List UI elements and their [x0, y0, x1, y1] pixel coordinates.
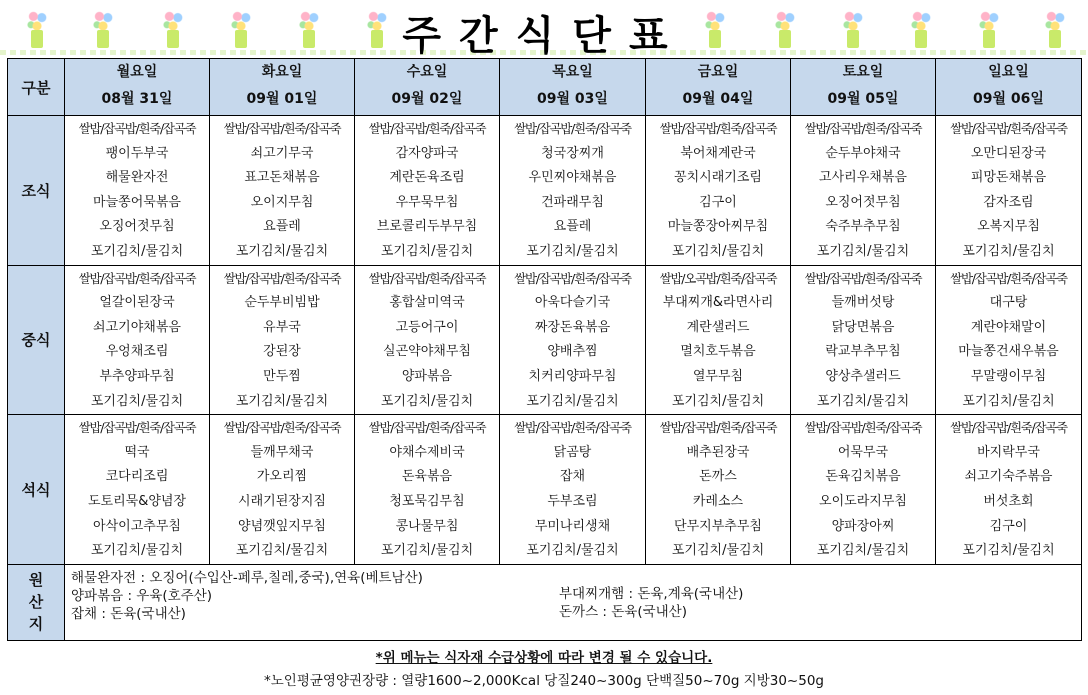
- menu-item: 쇠고기무국: [250, 145, 314, 161]
- menu-item: 꽁치시래기조림: [674, 170, 762, 186]
- menu-item: 포기김치/물김치: [671, 243, 765, 259]
- menu-cell: [646, 116, 791, 266]
- menu-item: 요플레: [553, 219, 592, 235]
- menu-item: 포기김치/물김치: [235, 543, 329, 559]
- menu-item: 계란샐러드: [686, 319, 750, 335]
- meal-label: 중식: [8, 265, 65, 415]
- menu-item: 쌀밥/잡곡밥/흰죽/잡곡죽: [659, 420, 777, 436]
- menu-item: 순두부야채국: [825, 145, 901, 161]
- menu-cell: [936, 116, 1082, 266]
- menu-item: 숙주부추무침: [825, 219, 901, 235]
- menu-cell: [65, 116, 210, 266]
- day-header-fri: [646, 59, 791, 116]
- menu-item: 어묵무국: [837, 444, 889, 460]
- origin-label-char: 지: [28, 615, 44, 634]
- menu-item: 우무묵무침: [395, 194, 459, 210]
- menu-item: 떡국: [124, 444, 150, 460]
- menu-item: 대구탕: [989, 295, 1028, 311]
- menu-cell: [355, 415, 500, 565]
- menu-item: 부대찌개&라면사리: [662, 295, 774, 311]
- menu-item: 오이지무침: [250, 194, 314, 210]
- menu-item: 치커리양파무침: [528, 368, 617, 384]
- origin-entry: 해물완자전 : 오징어(수입산-페루,칠레,중국),연육(베트남산): [71, 569, 423, 586]
- menu-cell: [210, 265, 355, 415]
- menu-item: 오징어젓무침: [825, 194, 901, 210]
- date-label: 09월 04일: [682, 91, 754, 107]
- menu-item: 포기김치/물김치: [235, 393, 329, 409]
- menu-item: 브로콜리두부무침: [376, 219, 478, 235]
- origin-label: [8, 564, 65, 640]
- menu-item: 포기김치/물김치: [816, 393, 910, 409]
- weekday-label: 금요일: [697, 64, 739, 80]
- meal-row-lunch: [8, 265, 1082, 415]
- day-header-mon: [65, 59, 210, 116]
- menu-item: 가오리찜: [256, 469, 308, 485]
- menu-item: 들깨버섯탕: [831, 295, 895, 311]
- menu-item: 김구이: [989, 518, 1028, 534]
- menu-item: 양파장아찌: [831, 518, 895, 534]
- menu-item: 쌀밥/잡곡밥/흰죽/잡곡죽: [223, 121, 341, 136]
- day-header-sat: [791, 59, 936, 116]
- menu-item: 포기김치/물김치: [526, 243, 619, 259]
- menu-item: 무미나리생채: [534, 518, 611, 534]
- origin-label-char: 원: [28, 571, 44, 590]
- menu-item: 돈육김치볶음: [825, 469, 901, 485]
- menu-item: 포기김치/물김치: [90, 543, 184, 559]
- menu-item: 포기김치/물김치: [962, 243, 1055, 259]
- title-banner: [0, 0, 1088, 59]
- menu-item: 포기김치/물김치: [816, 543, 910, 559]
- weekday-label: 수요일: [406, 64, 448, 80]
- menu-item: 포기김치/물김치: [380, 393, 474, 409]
- menu-item: 쌀밥/잡곡밥/흰죽/잡곡죽: [804, 420, 922, 436]
- day-header-thu: [500, 59, 646, 116]
- origin-label-char: 산: [28, 593, 44, 612]
- nutrition-guideline: *노인평균영양권장량 : 열량1600~2,000Kcal 당질240~300g 단백질50~70g 지방30~50g: [264, 673, 824, 689]
- menu-item: 포기김치/물김치: [380, 543, 474, 559]
- menu-item: 무말랭이무침: [970, 368, 1047, 384]
- day-header-tue: [210, 59, 355, 116]
- origin-info: [65, 564, 1082, 640]
- menu-cell: [355, 116, 500, 266]
- header-row: [8, 59, 1082, 116]
- menu-item: 돈까스: [699, 469, 737, 485]
- menu-item: 쌀밥/잡곡밥/흰죽/잡곡죽: [659, 121, 777, 136]
- menu-item: 오이도라지무침: [819, 493, 907, 509]
- menu-item: 우민찌야채볶음: [528, 170, 617, 186]
- menu-item: 실곤약야채무침: [383, 344, 471, 360]
- menu-item: 쌀밥/잡곡밥/흰죽/잡곡죽: [78, 420, 196, 436]
- menu-item: 양념깻잎지무침: [238, 518, 326, 534]
- menu-item: 돈육볶음: [401, 469, 453, 485]
- menu-item: 김구이: [699, 194, 737, 210]
- menu-item: 마늘쫑장아찌무침: [667, 219, 769, 235]
- menu-cell: [65, 265, 210, 415]
- meal-row-breakfast: [8, 116, 1082, 266]
- menu-cell: [791, 265, 936, 415]
- menu-cell: [500, 415, 646, 565]
- menu-item: 쌀밥/잡곡밥/흰죽/잡곡죽: [950, 420, 1067, 436]
- menu-item: 쌀밥/잡곡밥/흰죽/잡곡죽: [514, 121, 631, 136]
- menu-item: 쌀밥/잡곡밥/흰죽/잡곡죽: [804, 270, 922, 286]
- menu-item: 얼갈이된장국: [99, 295, 175, 311]
- menu-item: 쌀밥/잡곡밥/흰죽/잡곡죽: [368, 270, 486, 286]
- menu-item: 청국장찌개: [541, 145, 604, 161]
- menu-item: 포기김치/물김치: [671, 393, 765, 409]
- weekday-label: 월요일: [116, 64, 158, 80]
- weekday-label: 일요일: [988, 64, 1029, 80]
- menu-item: 청포묵김무침: [389, 493, 465, 509]
- menu-item: 쌀밥/오곡밥/흰죽/잡곡죽: [659, 270, 777, 286]
- menu-item: 양파볶음: [401, 368, 453, 384]
- menu-item: 멸치호두볶음: [680, 344, 756, 360]
- menu-cell: [500, 265, 646, 415]
- menu-item: 쌀밥/잡곡밥/흰죽/잡곡죽: [78, 270, 196, 286]
- menu-item: 락교부추무침: [825, 344, 901, 360]
- menu-item: 요플레: [263, 219, 301, 235]
- menu-cell: [646, 265, 791, 415]
- date-label: 09월 02일: [391, 91, 463, 107]
- meal-label: 석식: [8, 415, 65, 565]
- menu-item: 해물완자전: [105, 170, 169, 186]
- menu-item: 쇠고기숙주볶음: [964, 469, 1053, 485]
- menu-item: 고등어구이: [395, 319, 459, 335]
- date-label: 09월 01일: [246, 91, 318, 107]
- menu-item: 단무지부추무침: [674, 518, 762, 534]
- menu-cell: [210, 415, 355, 565]
- menu-item: 콩나물무침: [395, 518, 459, 534]
- menu-item: 오징어젓무침: [99, 219, 175, 235]
- menu-cell: [65, 415, 210, 565]
- menu-item: 팽이두부국: [105, 145, 169, 161]
- menu-item: 포기김치/물김치: [962, 393, 1055, 409]
- menu-item: 도토리묵&양념장: [87, 493, 187, 509]
- menu-cell: [500, 116, 646, 266]
- origin-row: [8, 564, 1082, 640]
- weekday-label: 토요일: [842, 64, 884, 80]
- menu-cell: [791, 116, 936, 266]
- menu-item: 배추된장국: [686, 444, 750, 460]
- menu-item: 쌀밥/잡곡밥/흰죽/잡곡죽: [950, 121, 1067, 136]
- menu-item: 쌀밥/잡곡밥/흰죽/잡곡죽: [78, 121, 196, 136]
- menu-item: 마늘쫑어묵볶음: [93, 194, 181, 210]
- menu-item: 마늘쫑건새우볶음: [958, 344, 1059, 360]
- day-header-wed: [355, 59, 500, 116]
- menu-item: 쌀밥/잡곡밥/흰죽/잡곡죽: [223, 270, 341, 286]
- meal-row-dinner: [8, 415, 1082, 565]
- menu-item: 만두찜: [263, 368, 301, 384]
- menu-item: 짜장돈육볶음: [534, 319, 611, 335]
- corner-label: 구분: [8, 59, 65, 116]
- menu-item: 야채수제비국: [389, 444, 465, 460]
- menu-item: 북어채계란국: [680, 145, 756, 161]
- menu-cell: [936, 265, 1082, 415]
- menu-item: 쌀밥/잡곡밥/흰죽/잡곡죽: [804, 121, 922, 136]
- menu-item: 오복지무침: [977, 219, 1040, 235]
- menu-item: 포기김치/물김치: [380, 243, 474, 259]
- origin-entry: 부대찌개햄 : 돈육,계육(국내산): [559, 585, 744, 602]
- menu-item: 피망돈채볶음: [970, 170, 1047, 186]
- date-label: 09월 05일: [827, 91, 899, 107]
- menu-cell: [210, 116, 355, 266]
- menu-item: 양배추찜: [547, 344, 598, 360]
- menu-item: 감자조림: [983, 194, 1034, 210]
- menu-item: 표고돈채볶음: [244, 170, 320, 186]
- menu-item: 포기김치/물김치: [90, 393, 184, 409]
- weekly-menu-table: [7, 58, 1082, 641]
- menu-item: 포기김치/물김치: [90, 243, 184, 259]
- menu-item: 잡채: [559, 469, 586, 485]
- menu-item: 카레소스: [692, 493, 744, 509]
- date-label: 09월 06일: [973, 91, 1044, 107]
- origin-list-left: [71, 569, 423, 623]
- menu-cell: [355, 265, 500, 415]
- menu-item: 유부국: [263, 319, 301, 335]
- menu-item: 아삭이고추무침: [93, 518, 181, 534]
- menu-item: 포기김치/물김치: [816, 243, 910, 259]
- menu-item: 포기김치/물김치: [235, 243, 329, 259]
- menu-item: 부추양파무침: [99, 368, 175, 384]
- meal-label: 조식: [8, 116, 65, 266]
- menu-change-notice: *위 메뉴는 식자재 수급상황에 따라 변경 될 수 있습니다.: [375, 650, 713, 666]
- menu-item: 양상추샐러드: [825, 368, 901, 384]
- menu-item: 쌀밥/잡곡밥/흰죽/잡곡죽: [368, 420, 486, 436]
- menu-cell: [791, 415, 936, 565]
- menu-item: 들깨무채국: [250, 444, 314, 460]
- menu-cell: [936, 415, 1082, 565]
- menu-item: 계란돈육조림: [389, 170, 465, 186]
- menu-item: 쌀밥/잡곡밥/흰죽/잡곡죽: [950, 270, 1067, 286]
- menu-item: 코다리조림: [105, 469, 169, 485]
- date-label: 08월 31일: [101, 91, 173, 107]
- menu-cell: [646, 415, 791, 565]
- menu-item: 건파래무침: [541, 194, 604, 210]
- menu-item: 시래기된장지짐: [238, 493, 326, 509]
- menu-item: 쇠고기야채볶음: [93, 319, 181, 335]
- menu-item: 순두부비빔밥: [244, 295, 320, 311]
- menu-item: 쌀밥/잡곡밥/흰죽/잡곡죽: [514, 420, 631, 436]
- menu-item: 바지락무국: [977, 444, 1040, 460]
- menu-item: 아욱다슬기국: [534, 295, 611, 311]
- page-title: 주간식단표: [402, 13, 686, 59]
- weekday-label: 화요일: [261, 64, 303, 80]
- menu-item: 포기김치/물김치: [962, 543, 1055, 559]
- menu-item: 홍합살미역국: [389, 295, 465, 311]
- day-header-sun: [936, 59, 1082, 116]
- origin-entry: 양파볶음 : 우육(호주산): [71, 587, 213, 604]
- menu-item: 우엉채조림: [105, 344, 169, 360]
- menu-item: 쌀밥/잡곡밥/흰죽/잡곡죽: [223, 420, 341, 436]
- menu-item: 포기김치/물김치: [526, 393, 619, 409]
- menu-item: 버섯초회: [983, 493, 1034, 509]
- menu-item: 포기김치/물김치: [671, 543, 765, 559]
- menu-item: 쌀밥/잡곡밥/흰죽/잡곡죽: [368, 121, 486, 136]
- menu-item: 강된장: [263, 344, 301, 360]
- menu-item: 고사리우채볶음: [819, 170, 907, 186]
- weekday-label: 목요일: [552, 64, 593, 80]
- menu-item: 두부조림: [547, 493, 598, 509]
- origin-entry: 돈까스 : 돈육(국내산): [559, 603, 687, 620]
- menu-item: 포기김치/물김치: [526, 543, 619, 559]
- menu-item: 쌀밥/잡곡밥/흰죽/잡곡죽: [514, 270, 631, 286]
- menu-item: 닭곰탕: [553, 444, 592, 460]
- menu-item: 감자양파국: [395, 145, 459, 161]
- origin-list-right: [559, 585, 743, 621]
- menu-item: 계란야채말이: [970, 319, 1047, 335]
- menu-item: 닭당면볶음: [831, 319, 895, 335]
- origin-entry: 잡채 : 돈육(국내산): [71, 605, 186, 622]
- date-label: 09월 03일: [537, 91, 608, 107]
- menu-item: 열무무침: [692, 368, 744, 384]
- menu-item: 오만디된장국: [970, 145, 1047, 161]
